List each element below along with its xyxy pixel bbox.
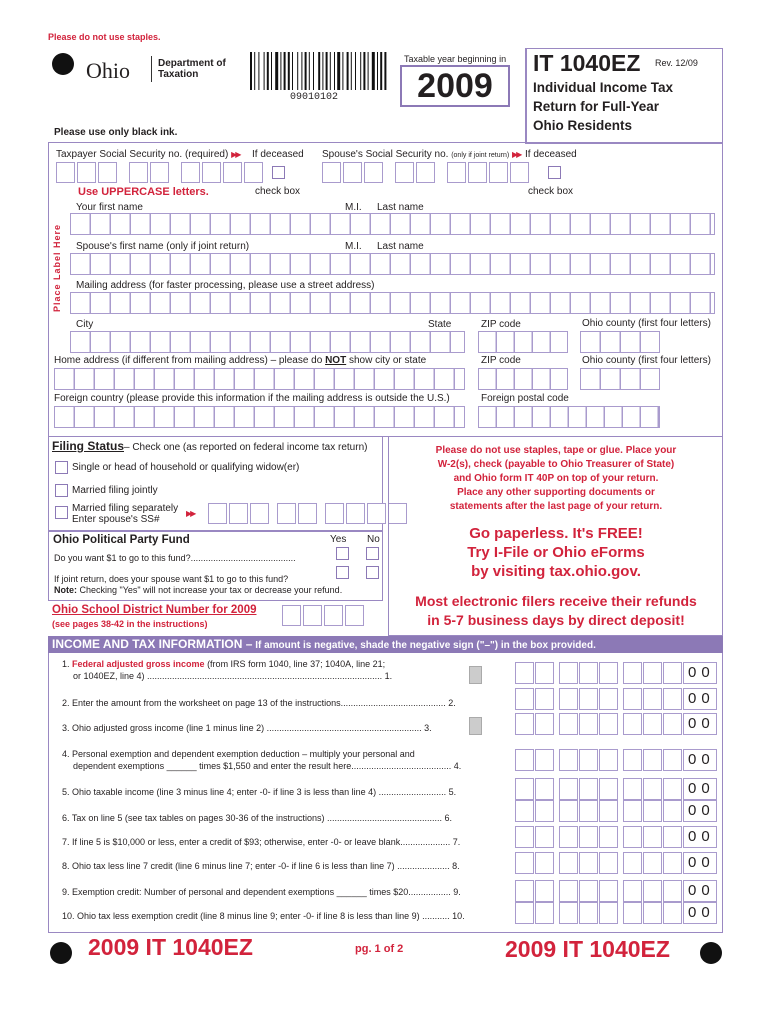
registration-dot xyxy=(50,942,72,964)
county-label: Ohio county (first four letters) xyxy=(582,318,711,329)
yes-label: Yes xyxy=(330,534,347,545)
zip-input[interactable] xyxy=(478,331,568,353)
county-input[interactable] xyxy=(580,331,660,353)
negative-sign-box[interactable] xyxy=(469,666,482,684)
staples-warning: Please do not use staples. xyxy=(48,32,161,42)
cents-zero: 00 xyxy=(683,852,717,874)
mailing-address-label: Mailing address (for faster processing, please use a street address) xyxy=(76,280,375,291)
ppf-no-checkbox[interactable] xyxy=(366,547,379,560)
school-district-input[interactable] xyxy=(282,605,366,626)
ppf-spouse-yes-checkbox[interactable] xyxy=(336,566,349,579)
cents-zero: 00 xyxy=(683,880,717,902)
ppf-spouse-no-checkbox[interactable] xyxy=(366,566,379,579)
single-label: Single or head of household or qualifying widow(er) xyxy=(72,462,300,473)
school-district-sub: (see pages 38-42 in the instructions) xyxy=(52,619,208,629)
income-line-3: 3. Ohio adjusted gross income (line 1 minus line 2) .............................................................. 3. xyxy=(62,723,432,733)
place-label-here: Place Label Here xyxy=(52,223,62,312)
city-label: City xyxy=(76,319,94,330)
foreign-postal-input[interactable] xyxy=(478,406,660,428)
barcode-number: 09010102 xyxy=(290,92,339,103)
cents-zero: 00 xyxy=(683,778,717,800)
divider xyxy=(48,530,383,532)
uppercase-note: Use UPPERCASE letters. xyxy=(78,186,209,198)
ppf-yes-checkbox[interactable] xyxy=(336,547,349,560)
joint-checkbox[interactable] xyxy=(55,484,68,497)
income-line-9: 9. Exemption credit: Number of personal and dependent exemptions ______ times $20................. 9. xyxy=(62,887,461,897)
taxpayer-ssn-label: Taxpayer Social Security no. (required) ▶▶ xyxy=(56,149,240,160)
spouse-ssn-input[interactable] xyxy=(322,162,531,183)
amount-input-9[interactable] xyxy=(515,880,683,902)
cents-zero: 00 xyxy=(683,662,717,684)
negative-sign-box[interactable] xyxy=(469,717,482,735)
cents-zero: 00 xyxy=(683,902,717,924)
school-district-title: Ohio School District Number for 2009 xyxy=(52,604,257,616)
form-title: IT 1040EZ xyxy=(533,50,641,76)
spouse-last-name-label: Last name xyxy=(377,241,424,252)
city-state-input[interactable] xyxy=(70,331,465,353)
income-line-6: 6. Tax on line 5 (see tax tables on pages 30-36 of the instructions) .............................................. 6. xyxy=(62,813,453,823)
spouse-ssn-label: Spouse's Social Security no. (only if joint return) ▶▶ xyxy=(322,149,521,160)
taxpayer-ssn-input[interactable] xyxy=(56,162,265,183)
home-county-input[interactable] xyxy=(580,368,660,390)
amount-input-10[interactable] xyxy=(515,902,683,924)
amount-input-4[interactable] xyxy=(515,749,683,771)
separate-checkbox[interactable] xyxy=(55,506,68,519)
taxable-year-label: Taxable year beginning in xyxy=(404,54,507,64)
mailing-address-input[interactable] xyxy=(70,292,715,314)
registration-dot xyxy=(52,53,74,75)
footer-title-right: 2009 IT 1040EZ xyxy=(505,936,670,962)
spouse-mi-label: M.I. xyxy=(345,241,362,252)
spouse-first-name-label: Spouse's first name (only if joint return) xyxy=(76,241,250,252)
mi-label: M.I. xyxy=(345,202,362,213)
cents-zero: 00 xyxy=(683,688,717,710)
ppf-q2: If joint return, does your spouse want $1 to go to this fund? xyxy=(54,574,289,584)
ppf-q1: Do you want $1 to go to this fund?.......................................... xyxy=(54,553,296,563)
state-label: State xyxy=(428,319,452,330)
barcode xyxy=(250,52,390,90)
first-name-label: Your first name xyxy=(76,202,143,213)
income-header: INCOME AND TAX INFORMATION – If amount is negative, shade the negative sign ("–") in the box provided. xyxy=(52,637,596,651)
income-line-7: 7. If line 5 is $10,000 or less, enter a credit of $93; otherwise, enter -0- or leave blank.................... 7. xyxy=(62,837,461,847)
cents-zero: 00 xyxy=(683,749,717,771)
ppf-title: Ohio Political Party Fund xyxy=(53,534,190,546)
paperless-notice: Go paperless. It's FREE! Try I-File or Ohio eForms by visiting tax.ohio.gov. xyxy=(467,525,645,580)
amount-input-7[interactable] xyxy=(515,826,683,848)
home-address-input[interactable] xyxy=(54,368,465,390)
home-county-label: Ohio county (first four letters) xyxy=(582,355,711,366)
home-zip-input[interactable] xyxy=(478,368,568,390)
home-zip-label: ZIP code xyxy=(481,355,521,366)
income-line-4: 4. Personal exemption and dependent exemption deduction – multiply your personal and dependent exemptions ______ times $1,550 and enter the result here........................................ 4. xyxy=(62,749,462,771)
foreign-country-label: Foreign country (please provide this information if the mailing address is outside the U.S.) xyxy=(54,393,450,404)
staples-notice: Please do not use staples, tape or glue. Place your W-2(s), check (payable to Ohio Treasurer of State) and Ohio form IT 40P on top of your return. Place any other supporting documents or statements after the last page of your return. xyxy=(435,445,677,512)
amount-input-3[interactable] xyxy=(515,713,683,735)
cents-zero: 00 xyxy=(683,800,717,822)
spouse-if-deceased-label: If deceased xyxy=(525,149,577,160)
home-address-label: Home address (if different from mailing address) – please do NOT show city or state xyxy=(54,355,427,366)
spouse-check-box-label: check box xyxy=(528,186,574,197)
footer-title-left: 2009 IT 1040EZ xyxy=(88,934,253,960)
filing-status-title: Filing Status– Check one (as reported on federal income tax return) xyxy=(52,439,368,453)
logo-divider xyxy=(151,56,152,82)
page-number: pg. 1 of 2 xyxy=(355,943,404,955)
amount-input-2[interactable] xyxy=(515,688,683,710)
registration-dot xyxy=(700,942,722,964)
arrow-icon: ▶▶ xyxy=(186,509,195,518)
foreign-postal-label: Foreign postal code xyxy=(481,393,569,404)
spouse-name-input[interactable] xyxy=(70,253,715,275)
revision: Rev. 12/09 xyxy=(655,58,698,68)
department-name: Department of Taxation xyxy=(158,58,226,80)
first-name-input[interactable] xyxy=(70,213,715,235)
spouse-deceased-checkbox[interactable] xyxy=(548,166,561,179)
black-ink-note: Please use only black ink. xyxy=(54,127,178,138)
no-label: No xyxy=(367,534,380,545)
amount-input-5[interactable] xyxy=(515,778,683,800)
foreign-country-input[interactable] xyxy=(54,406,465,428)
amount-input-1[interactable] xyxy=(515,662,683,684)
cents-zero: 00 xyxy=(683,713,717,735)
income-line-5: 5. Ohio taxable income (line 3 minus line 4; enter -0- if line 3 is less than line 4) ........................... 5. xyxy=(62,787,457,797)
amount-input-6[interactable] xyxy=(515,800,683,822)
form-subtitle: Individual Income Tax Return for Full-Year Ohio Residents xyxy=(533,80,674,133)
taxpayer-deceased-checkbox[interactable] xyxy=(272,166,285,179)
income-line-10: 10. Ohio tax less exemption credit (line 8 minus line 9; enter -0- if line 8 is less than line 9) ........... 10. xyxy=(62,911,465,921)
separate-ssn-input[interactable] xyxy=(208,503,409,524)
joint-label: Married filing jointly xyxy=(72,485,158,496)
ppf-note: Note: Checking "Yes" will not increase your tax or decrease your refund. xyxy=(54,585,343,595)
electronic-notice: Most electronic filers receive their refunds in 5-7 business days by direct deposit! xyxy=(415,593,697,628)
if-deceased-label: If deceased xyxy=(252,149,304,160)
ohio-logo: Ohio xyxy=(86,58,130,83)
tax-year: 2009 xyxy=(400,65,510,107)
separate-label: Married filing separately Enter spouse's SS# xyxy=(72,503,179,525)
cents-zero: 00 xyxy=(683,826,717,848)
income-line-2: 2. Enter the amount from the worksheet on page 13 of the instructions.......................................... 2. xyxy=(62,698,456,708)
income-line-8: 8. Ohio tax less line 7 credit (line 6 minus line 7; enter -0- if line 6 is less than line 7) ..................... 8. xyxy=(62,861,460,871)
zip-label: ZIP code xyxy=(481,319,521,330)
income-line-1: 1. Federal adjusted gross income (from IRS form 1040, line 37; 1040A, line 21; or 1040EZ, line 4) .............................................................................................. 1. xyxy=(62,659,393,681)
single-checkbox[interactable] xyxy=(55,461,68,474)
last-name-label: Last name xyxy=(377,202,424,213)
amount-input-8[interactable] xyxy=(515,852,683,874)
check-box-label: check box xyxy=(255,186,301,197)
